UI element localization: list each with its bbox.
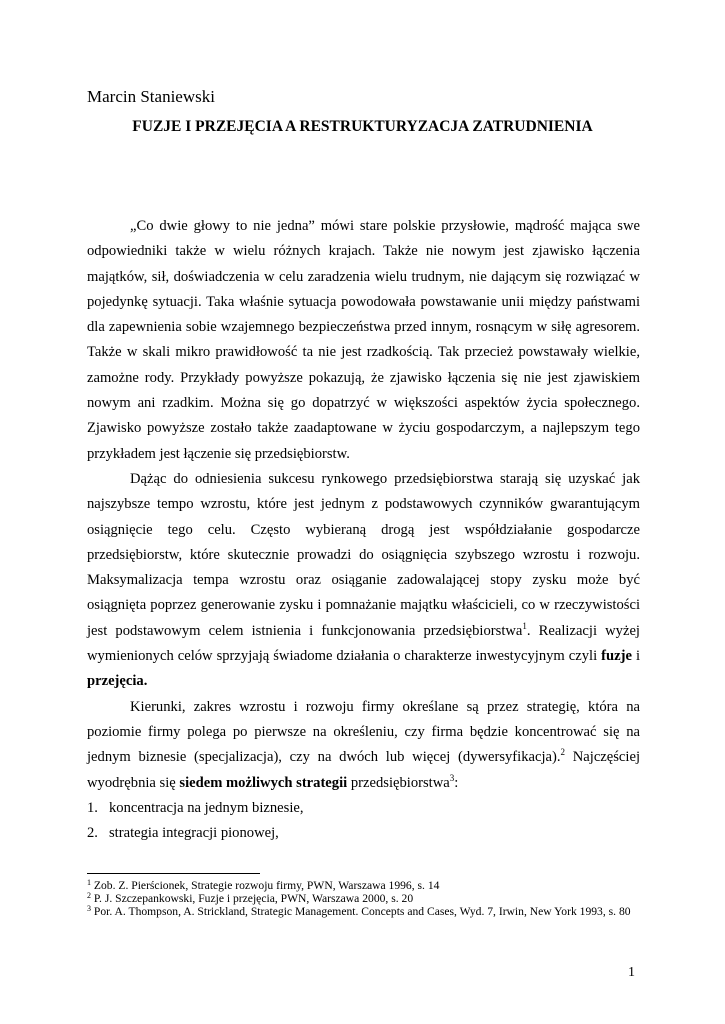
author-name: Marcin Staniewski (87, 87, 215, 106)
paragraph-text: . Realizacji wyżej wymienionych celów sprzyjają świadome działania o charakterze inwestycyjnym czyli (87, 622, 640, 665)
footnote-ref: 3 (449, 772, 455, 783)
footnote-text: Zob. Z. Pierścionek, Strategie rozwoju firmy, PWN, Warszawa 1996, s. 14 (91, 879, 440, 892)
paragraph-text: Kierunki, zakres wzrostu i rozwoju firmy określane są przez strategię, która na poziomie firmy polega po pierwsze na określeniu, czy firma będzie koncentrować się na jednym biznesie (specjalizacja), czy na dwóch lub więcej (dywersyfikacja). (87, 698, 640, 766)
footnote-text: Por. A. Thompson, A. Strickland, Strategic Management. Concepts and Cases, Wyd. 7, Irwin, New York 1993, s. 80 (91, 905, 631, 919)
footnote-ref: 1 (522, 620, 527, 631)
document-body (87, 214, 640, 846)
document-title: FUZJE I PRZEJĘCIA A RESTRUKTURYZACJA ZATRUDNIENIA (132, 118, 593, 135)
footnote-number: 2 (87, 891, 91, 901)
paragraph-intro: „Co dwie głowy to nie jedna” mówi stare polskie przysłowie, mądrość mająca swe odpowiedniki także w wielu różnych krajach. Także nie nowym jest zjawisko łączenia majątków, sił, doświadczenia w celu zaradzenia wielu trudnym, nie dającym się rozwiązać w pojedynkę sytuacji. Taka właśnie sytuacja powodowała powstawanie unii między państwami dla zapewnienia sobie wzajemnego bezpieczeństwa przed innym, rosnącym w siłę agresorem. Także w skali mikro prawidłowość ta nie jest rzadkością. Tak przecież powstawały wielkie, zamożne rody. Przykłady powyższe pokazują, że zjawisko łączenia się nie jest zjawiskiem nowym ani rzadkim. Można się go dopatrzyć w większości aspektów życia społecznego. Zjawisko powyższe zostało także zaadaptowane w życiu gospodarczym, a najlepszym tego przykładem jest łączenie się przedsiębiorstw. (87, 218, 640, 462)
paragraph-strategy (87, 695, 640, 796)
paragraph-growth (87, 467, 640, 695)
list-number: 1. (87, 799, 98, 816)
footnote (87, 905, 647, 918)
footnote (87, 879, 647, 892)
list-number: 2. (87, 825, 98, 842)
bold-term: przejęcia. (87, 673, 148, 690)
list-text: strategia integracji pionowej, (109, 825, 279, 842)
footnote-separator (87, 873, 260, 874)
bold-term: siedem możliwych strategii (179, 774, 348, 791)
footnote-number: 1 (87, 878, 91, 887)
footnote-ref: 2 (560, 747, 566, 758)
footnote (87, 892, 647, 905)
paragraph-text: przedsiębiorstwa (347, 774, 450, 791)
footnote-number: 3 (87, 904, 91, 914)
paragraph-text: Najczęściej wyodrębnia się (87, 749, 640, 791)
bold-term: fuzje (601, 648, 632, 665)
paragraph-text: i (631, 648, 641, 665)
list-item (87, 821, 640, 846)
footnote-text: P. J. Szczepankowski, Fuzje i przejęcia, PWN, Warszawa 2000, s. 20 (91, 892, 414, 906)
paragraph-text: Dążąc do odniesienia sukcesu rynkowego przedsiębiorstwa starają się uzyskać jak najszybsze tempo wzrostu, które jest jednym z podstawowych czynników gwarantującym osiągnięcie tego celu. Często wybieraną drogą jest współdziałanie gospodarcze przedsiębiorstw, które skutecznie prowadzi do osiągnięcia szybszego wzrostu i rozwoju. Maksymalizacja tempa wzrostu oraz osiąganie zadowalającej stopy zysku może być osiągnięta poprzez generowanie zysku i pomnażanie majątku właścicieli, co w rzeczywistości jest podstawowym celem istnienia i funkcjonowania przedsiębiorstwa (87, 470, 640, 639)
page-number: 1 (628, 965, 635, 980)
list-item (87, 796, 640, 821)
footnotes (87, 879, 647, 919)
list-text: koncentracja na jednym biznesie, (109, 799, 304, 816)
paragraph-text: : (454, 774, 459, 791)
